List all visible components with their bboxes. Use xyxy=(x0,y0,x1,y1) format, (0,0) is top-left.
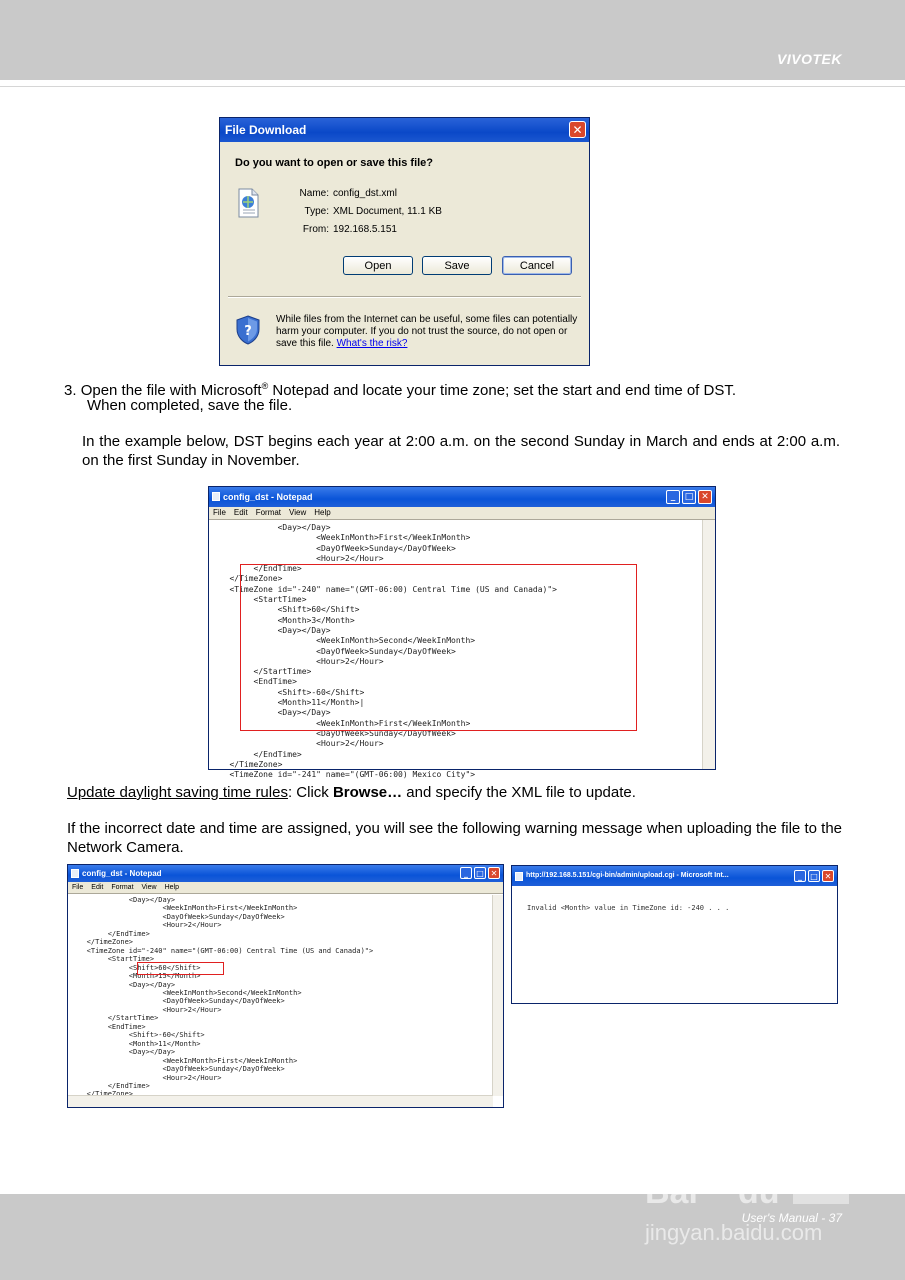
baidu-jingyan-watermark xyxy=(645,1148,855,1248)
menu-help[interactable]: Help xyxy=(314,508,331,517)
file-download-dialog xyxy=(219,117,590,366)
notepad-menubar xyxy=(68,882,503,894)
close-icon[interactable]: ✕ xyxy=(488,867,500,879)
security-warning xyxy=(276,314,581,350)
risk-link[interactable]: What's the risk? xyxy=(336,338,408,349)
error-highlight-box xyxy=(137,962,224,975)
dialog-title: File Download xyxy=(225,123,307,137)
browser-title: http://192.168.5.151/cgi-bin/admin/upload.cgi - Microsoft Int... xyxy=(526,872,729,879)
menu-view[interactable]: View xyxy=(289,508,307,517)
registered-mark: ® xyxy=(261,381,269,391)
minimize-icon[interactable]: _ xyxy=(666,490,680,504)
menu-format[interactable]: Format xyxy=(111,884,134,891)
warning-text: While files from the Internet can be useful, some files can potentially harm your computer. If you do not trust the source, do not open or save this file. xyxy=(276,314,578,349)
close-icon[interactable]: ✕ xyxy=(569,121,586,138)
svg-text:?: ? xyxy=(244,324,252,339)
page-number: User's Manual - 37 xyxy=(741,1211,842,1225)
svg-text:jingyan.baidu.com: jingyan.baidu.com xyxy=(645,1220,823,1245)
dialog-question: Do you want to open or save this file? xyxy=(235,157,434,169)
notepad-window-correct xyxy=(208,486,716,780)
update-text-b: and specify the XML file to update. xyxy=(402,784,636,801)
brand-logo: VIVOTEK xyxy=(777,51,842,67)
vertical-scrollbar[interactable] xyxy=(492,895,503,1096)
menu-file[interactable]: File xyxy=(72,884,84,891)
xml-file-icon xyxy=(236,188,260,218)
close-icon[interactable]: ✕ xyxy=(698,490,712,504)
dialog-separator xyxy=(228,296,581,298)
menu-format[interactable]: Format xyxy=(255,508,282,517)
menu-view[interactable]: View xyxy=(141,884,157,891)
close-icon[interactable]: ✕ xyxy=(822,870,834,882)
notepad-window-incorrect xyxy=(67,864,504,1108)
notepad-title: config_dst - Notepad xyxy=(223,492,313,502)
browser-error-window xyxy=(511,865,838,1004)
notepad-text-area[interactable]: <Day></Day> <WeekInMonth>First</WeekInMonth> <DayOfWeek>Sunday</DayOfWeek> <Hour>2</Hour> </EndTime> </TimeZone> <TimeZone id="-240" name="(GMT-06:00) Central Time (US and Canada)"> <StartTime> <Shift>60</Shift> <Month>15</Month> <Day></Day> <WeekInMonth>Second</WeekInMonth> <DayOfWeek>Sunday</DayOfWeek> <Hour>2</Hour> </StartTime> <EndTime> <Shift>-60</Shift> <Month>11</Month> <Day></Day> <WeekInMonth>First</WeekInMonth> <DayOfWeek>Sunday</DayOfWeek> <Hour>2</Hour> </EndTime> xyxy=(86,896,374,1090)
maximize-icon[interactable]: □ xyxy=(682,490,696,504)
window-controls xyxy=(460,867,500,879)
notepad-titlebar xyxy=(209,487,715,507)
from-label: From: xyxy=(302,224,329,235)
header-band xyxy=(0,0,905,80)
type-label: Type: xyxy=(304,206,329,217)
type-value: XML Document, 11.1 KB xyxy=(333,206,442,217)
highlight-box xyxy=(240,564,637,731)
name-value: config_dst.xml xyxy=(333,188,397,199)
incorrect-paragraph: If the incorrect date and time are assigned, you will see the following warning message when uploading the file to the Network Camera. xyxy=(67,820,842,856)
name-label: Name: xyxy=(299,188,329,199)
vertical-scrollbar[interactable] xyxy=(702,520,715,769)
maximize-icon[interactable]: □ xyxy=(474,867,486,879)
menu-edit[interactable]: Edit xyxy=(91,884,104,891)
window-controls xyxy=(666,490,712,504)
update-text-a: : Click xyxy=(287,784,333,801)
step-3-continuation: When completed, save the file. xyxy=(87,397,293,414)
browse-keyword: Browse… xyxy=(332,784,403,801)
menu-file[interactable]: File xyxy=(213,508,226,517)
notepad-text-area[interactable]: <Day></Day> <WeekInMonth>First</WeekInMonth> <DayOfWeek>Sunday</DayOfWeek> <Hour>2</Hour> </EndTime> </TimeZone> <TimeZone id="-240" name="(GMT-06:00) Central Time (US and Canada)"> <StartTime> <Shift>60</Shift> <Month>3</Month> <Day></Day> <WeekInMonth>Second</WeekInMonth> <DayOfWeek>Sunday</DayOfWeek> <Hour>2</Hour> </StartTime> <EndTime> <Shift>-60</Shift> <Month>11</Month>| <Day></Day> <WeekInMonth>First</WeekInMonth> <DayOfWeek>Sunday</DayOfWeek> <Hour>2</Hour> </EndTime> </TimeZone> <TimeZone id="-241" name="(GMT-06:00) Mexico City"> xyxy=(229,523,557,780)
shield-icon xyxy=(235,315,261,345)
maximize-icon[interactable]: □ xyxy=(808,870,820,882)
horizontal-scrollbar[interactable] xyxy=(68,1095,493,1107)
notepad-menubar xyxy=(209,507,715,520)
browser-icon xyxy=(515,872,523,881)
browser-titlebar xyxy=(512,866,837,886)
notepad-icon xyxy=(212,492,220,501)
update-rules-link[interactable]: Update daylight saving time rules xyxy=(67,784,288,801)
step-text-b: Notepad and locate your time zone; set the start and end time of DST. xyxy=(268,382,737,399)
svg-text:du: du xyxy=(738,1173,780,1211)
notepad-titlebar xyxy=(68,865,503,882)
open-button[interactable]: Open xyxy=(343,256,413,275)
window-controls xyxy=(794,870,834,882)
save-button[interactable]: Save xyxy=(422,256,492,275)
menu-help[interactable]: Help xyxy=(164,884,179,891)
error-message: Invalid <Month> value in TimeZone id: -240 . . . xyxy=(527,904,730,912)
notepad-title: config_dst - Notepad xyxy=(82,869,162,878)
notepad-icon xyxy=(71,869,79,878)
step-number: 3. xyxy=(64,382,77,399)
update-rules-paragraph xyxy=(67,783,847,802)
minimize-icon[interactable]: _ xyxy=(794,870,806,882)
minimize-icon[interactable]: _ xyxy=(460,867,472,879)
svg-text:Bai: Bai xyxy=(645,1173,698,1211)
step-text-a: Open the file with Microsoft xyxy=(80,382,262,399)
example-paragraph: In the example below, DST begins each year at 2:00 a.m. on the second Sunday in March and ends at 2:00 a.m. on the first Sunday in November. xyxy=(82,433,840,469)
header-divider xyxy=(0,86,905,87)
from-value: 192.168.5.151 xyxy=(333,224,397,235)
dialog-titlebar xyxy=(220,118,589,142)
menu-edit[interactable]: Edit xyxy=(233,508,248,517)
cancel-button[interactable]: Cancel xyxy=(502,256,572,275)
